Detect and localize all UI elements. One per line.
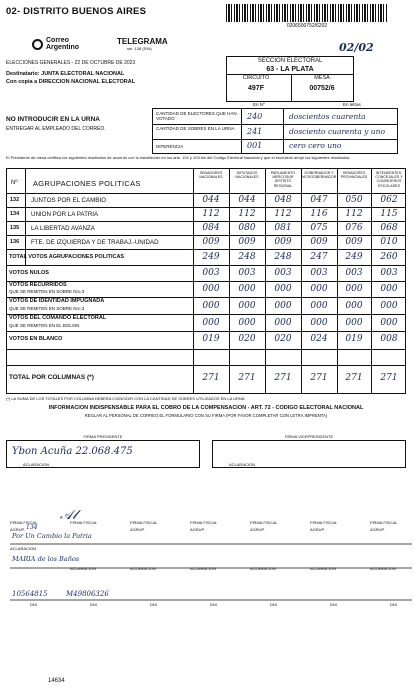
- vote-cell: 020: [274, 334, 292, 344]
- vote-cell: 112: [238, 209, 256, 219]
- suma-note: (*) LA SUMA DE LOS TOTALES POR COLUMNA DEBERA COINCIDIR CON LA CANTIDAD DE SOBRES UTILIZADOS EN LA URNA: [6, 396, 245, 401]
- results-table: [6, 168, 406, 394]
- col-senadores-prov: SENADORES PROVINCIALES: [340, 171, 368, 180]
- col-intendentes: INTENDENTES, CONCEJALES Y CONSEJEROS ESCOLARES: [375, 171, 403, 188]
- vote-cell: 271: [238, 373, 256, 383]
- vote-cell: 068: [380, 223, 398, 233]
- sobres-urna-letras: dosciento cuarenta y uno: [289, 127, 385, 136]
- col-gobernador: GOBERNADOR Y VICEGOBERNADOR: [302, 171, 337, 180]
- vote-cell: 076: [345, 223, 363, 233]
- vote-cell: 260: [380, 252, 398, 262]
- vote-cell: 080: [238, 223, 256, 233]
- votos-impugnada-label: VOTOS DE IDENTIDAD IMPUGNADA: [9, 298, 105, 304]
- vote-cell: 000: [202, 284, 220, 294]
- vote-cell: 003: [274, 268, 292, 278]
- vote-cell: 024: [310, 334, 328, 344]
- party-name: JUNTOS POR EL CAMBIO: [31, 197, 106, 204]
- diferencia-label: DIFERENCIA: [156, 144, 184, 149]
- electores-votado-num: 240: [247, 112, 263, 121]
- dni-label: DNI: [150, 602, 157, 607]
- vote-cell: 000: [380, 301, 398, 311]
- vote-cell: 271: [202, 373, 220, 383]
- aclaracion-label: ACLARACION: [10, 546, 37, 551]
- dni-label: DNI: [90, 602, 97, 607]
- agrup-label: AGRUP.: [10, 527, 25, 532]
- vote-cell: 047: [310, 195, 328, 205]
- fiscal2-name: MARIA de los Baños: [12, 555, 80, 563]
- vote-cell: 000: [310, 318, 328, 328]
- col-diputados-nac: DIPUTADOS NACIONALES: [235, 171, 259, 180]
- vote-cell: 003: [345, 268, 363, 278]
- mesa-value: 00752/6: [309, 85, 335, 92]
- dni-label: DNI: [210, 602, 217, 607]
- col-senadores-nac: SENADORES NACIONALES: [199, 171, 223, 180]
- electores-box: [152, 102, 398, 154]
- copia: Con copia a DIRECCION NACIONAL ELECTORAL: [6, 79, 136, 85]
- vote-cell: 048: [274, 195, 292, 205]
- destinatario: Destinatario: JUNTA ELECTORAL NACIONAL: [6, 71, 125, 77]
- electores-num-header: En Nº: [253, 102, 265, 107]
- votos-nulos-label: VOTOS NULOS: [9, 270, 49, 276]
- dni-label: DNI: [30, 602, 37, 607]
- vote-cell: 050: [345, 195, 363, 205]
- vote-cell: 000: [345, 318, 363, 328]
- vote-cell: 000: [380, 284, 398, 294]
- fiscal1-signature: 𝒜𝓁: [60, 508, 77, 523]
- vote-cell: 003: [202, 268, 220, 278]
- vote-cell: 249: [202, 252, 220, 262]
- vote-cell: 000: [345, 284, 363, 294]
- sheet-id: 02/02: [339, 41, 374, 54]
- vote-cell: 075: [310, 223, 328, 233]
- party-number: 134: [10, 211, 20, 217]
- vote-cell: 000: [274, 284, 292, 294]
- votos-blanco-label: VOTOS EN BLANCO: [9, 336, 63, 342]
- circuito-value: 497F: [248, 85, 264, 92]
- vote-cell: 009: [310, 237, 328, 247]
- district-title: 02- DISTRITO BUENOS AIRES: [6, 6, 147, 17]
- vote-cell: 000: [345, 301, 363, 311]
- n-header: Nº: [11, 180, 18, 186]
- firma-fiscal-label: FIRMA FISCAL: [10, 520, 38, 525]
- dni-label: DNI: [390, 602, 397, 607]
- seccion-value: 63 - LA PLATA: [266, 66, 314, 73]
- seccion-box: [226, 56, 354, 102]
- vote-cell: 008: [380, 334, 398, 344]
- agrupaciones-header: AGRUPACIONES POLITICAS: [33, 179, 141, 188]
- vote-cell: 112: [345, 209, 363, 219]
- electores-votado-letras: doscientos cuarenta: [289, 112, 366, 121]
- vote-cell: 062: [380, 195, 398, 205]
- agrup-label: AGRUP.: [250, 527, 265, 532]
- vote-cell: 248: [274, 252, 292, 262]
- eleccion-label: ELECCIONES GENERALES - 22 DE OCTUBRE DE 2023: [6, 60, 136, 66]
- vote-cell: 044: [238, 195, 256, 205]
- circuito-label: CIRCUITO: [242, 75, 270, 81]
- vote-cell: 019: [345, 334, 363, 344]
- vote-cell: 044: [202, 195, 220, 205]
- firma-fiscal-label: FIRMA FISCAL: [370, 520, 398, 525]
- aclaracion-label: ACLARACION: [228, 462, 255, 467]
- telegrama-sub: ser. 138 (SIN): [127, 46, 152, 51]
- vote-cell: 249: [345, 252, 363, 262]
- fiscal1-dni: 10564815: [12, 590, 48, 598]
- votos-impugnada-sub: QUE SE REMITEN EN SOBRE Nro.3: [9, 306, 85, 311]
- firma-fiscal-label: FIRMA FISCAL: [130, 520, 158, 525]
- votos-recurridos-label: VOTOS RECURRIDOS: [9, 282, 67, 288]
- party-number: 135: [10, 225, 20, 231]
- vote-cell: 009: [345, 237, 363, 247]
- vote-cell: 112: [202, 209, 220, 219]
- diferencia-letras: cero cero uno: [289, 141, 342, 150]
- diferencia-num: 001: [247, 141, 263, 150]
- vote-cell: 000: [202, 318, 220, 328]
- vote-cell: 084: [202, 223, 220, 233]
- firma-fiscal-label: FIRMA FISCAL: [250, 520, 278, 525]
- vote-cell: 010: [380, 237, 398, 247]
- agrup-label: AGRUP.: [370, 527, 385, 532]
- party-name: LA LIBERTAD AVANZA: [31, 225, 95, 232]
- vote-cell: 000: [238, 284, 256, 294]
- vote-cell: 271: [380, 373, 398, 383]
- vote-cell: 248: [238, 252, 256, 262]
- vote-cell: 020: [238, 334, 256, 344]
- vote-cell: 009: [274, 237, 292, 247]
- total-agrupaciones-label: TOTAL VOTOS AGRUPACIONES POLITICAS: [9, 254, 125, 260]
- vote-cell: 000: [310, 284, 328, 294]
- electores-letras-header: En letras: [343, 102, 361, 107]
- party-number: 136: [10, 239, 20, 245]
- vote-cell: 000: [238, 318, 256, 328]
- vote-cell: 081: [274, 223, 292, 233]
- vote-cell: 112: [274, 209, 292, 219]
- aclaracion-label: ACLARACION: [190, 566, 217, 571]
- vote-cell: 000: [274, 318, 292, 328]
- vote-cell: 000: [202, 301, 220, 311]
- firma-fiscal-label: FIRMA FISCAL: [190, 520, 218, 525]
- votos-recurridos-sub: QUE SE REMITEN EN SOBRE Nro.3: [9, 289, 85, 294]
- col-parlasur: PARLAMENTO MERCOSUR DISTRITO REGIONAL: [270, 171, 296, 188]
- presidente-signature: Ybon Acuña 22.068.475: [12, 446, 133, 457]
- vote-cell: 271: [310, 373, 328, 383]
- vote-cell: 271: [345, 373, 363, 383]
- vote-cell: 000: [274, 301, 292, 311]
- vote-cell: 000: [238, 301, 256, 311]
- vote-cell: 115: [380, 209, 398, 219]
- fiscal1-agrup: 134: [26, 524, 38, 531]
- dni-label: DNI: [330, 602, 337, 607]
- vote-cell: 009: [238, 237, 256, 247]
- votos-comando-sub: QUE SE REMITEN EN EL BOLSIN: [9, 323, 80, 328]
- fiscal-signature-lines: [0, 500, 420, 680]
- legal-text: El Presidente de mesa certifica los siguientes resultados de acuerdo con lo establecido en los arts. 102 y 103 bis del Código Electoral Nacional y que el escrutinio arrojó los siguientes resultados:: [6, 155, 351, 160]
- fiscal2-dni: M49806326: [66, 590, 109, 598]
- vote-cell: 116: [310, 209, 328, 219]
- barcode: [226, 4, 388, 22]
- party-name: FTE. DE IZQUIERDA Y DE TRABAJ.-UNIDAD: [31, 239, 159, 246]
- sobres-urna-label: CANTIDAD DE SOBRES EN LA URNA: [156, 126, 235, 131]
- vote-cell: 019: [202, 334, 220, 344]
- page-number: 14634: [48, 678, 65, 684]
- mesa-label: MESA: [314, 75, 330, 81]
- telegrama-label: TELEGRAMA: [117, 37, 168, 46]
- aclaracion-label: ACLARACION: [22, 462, 49, 467]
- aclaracion-label: ACLARACION: [70, 566, 97, 571]
- no-introducir-sub: ENTREGAR AL EMPLEADO DEL CORREO.: [6, 126, 106, 132]
- info-reglar: REGLAR AL PERSONAL DE CORREO EL FORMULARIO CON SU FIRMA (POR FAVOR COMPLETAR CON LETRA IMPRENTA): [84, 413, 328, 418]
- agrup-label: AGRUP.: [190, 527, 205, 532]
- vote-cell: 000: [380, 318, 398, 328]
- vote-cell: 003: [380, 268, 398, 278]
- no-introducir-title: NO INTRODUCIR EN LA URNA: [6, 116, 101, 123]
- aclaracion-label: ACLARACION: [130, 566, 157, 571]
- votos-comando-label: VOTOS DEL COMANDO ELECTORAL: [9, 315, 107, 321]
- party-name: UNION POR LA PATRIA: [31, 211, 99, 218]
- dni-label: DNI: [270, 602, 277, 607]
- aclaracion-label: ACLARACION: [250, 566, 277, 571]
- vote-cell: 003: [238, 268, 256, 278]
- barcode-number: 0206500752/6202: [286, 23, 328, 29]
- agrup-label: AGRUP.: [130, 527, 145, 532]
- total-columnas-label: TOTAL POR COLUMNAS (*): [9, 374, 94, 381]
- correo-logo-icon: [32, 39, 43, 50]
- vote-cell: 000: [310, 301, 328, 311]
- vote-cell: 009: [202, 237, 220, 247]
- info-indispensable: INFORMACION INDISPENSABLE PARA EL COBRO DE LA COMPENSACION - ART. 72 - CODIGO ELECTORAL NACIONAL: [48, 405, 364, 411]
- aclaracion-label: ACLARACION: [310, 566, 337, 571]
- aclaracion-label: ACLARACION: [370, 566, 397, 571]
- party-number: 132: [10, 197, 20, 203]
- electores-votado-label: CANTIDAD DE ELECTORES QUE HAN VOTADO: [156, 111, 237, 121]
- logo-name: Correo Argentino: [46, 37, 80, 51]
- fiscal1-name: Por Un Cambio la Patria: [12, 532, 92, 540]
- agrup-label: AGRUP.: [310, 527, 325, 532]
- vote-cell: 003: [310, 268, 328, 278]
- firma-fiscal-label: FIRMA FISCAL: [70, 520, 98, 525]
- firma-vice-label: FIRMA VICEPRESIDENTE: [284, 434, 334, 439]
- sobres-urna-num: 241: [247, 127, 263, 136]
- seccion-label: SECCION ELECTORAL: [257, 58, 323, 64]
- firma-fiscal-label: FIRMA FISCAL: [310, 520, 338, 525]
- vote-cell: 247: [310, 252, 328, 262]
- vote-cell: 271: [274, 373, 292, 383]
- firma-presidente-label: FIRMA PRESIDENTE: [83, 434, 123, 439]
